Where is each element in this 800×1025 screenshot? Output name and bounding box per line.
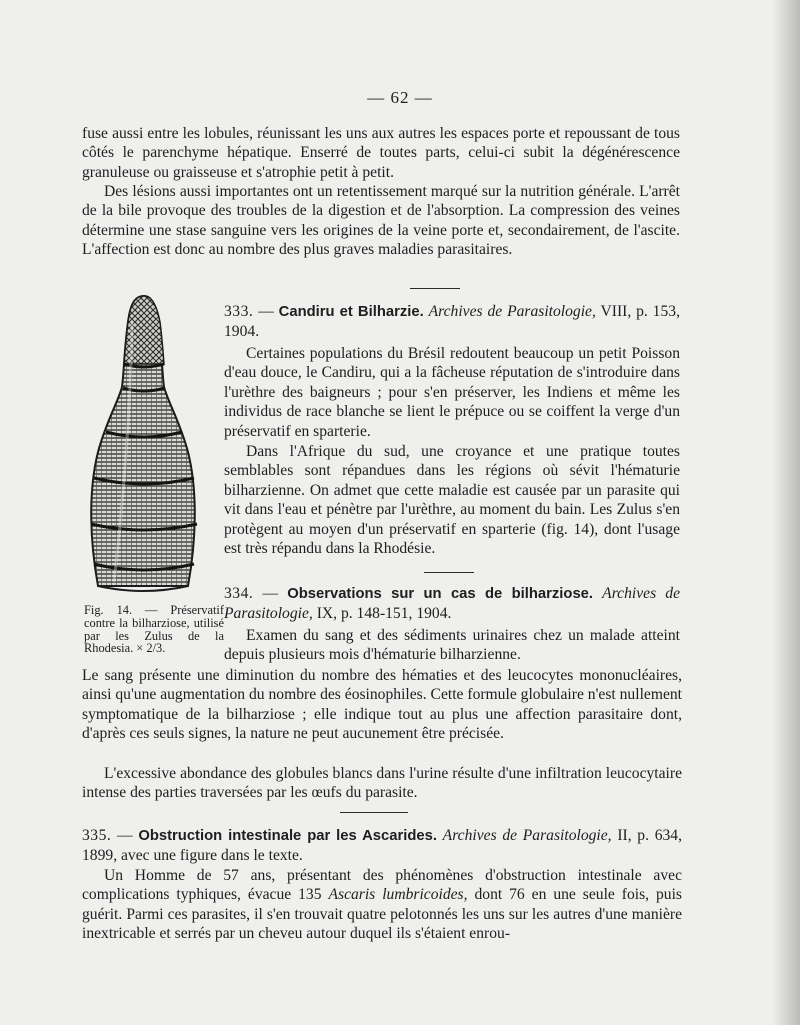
entry-334-paragraph-1-column: Examen du sang et des sédiments urinaires chez un malade atteint depuis plusieurs mois d'hématurie bilharzienne.: [224, 627, 680, 664]
entry-333-number: 333.: [224, 303, 254, 320]
entry-335-title: Obstruction intestinale par les Ascarides.: [138, 828, 437, 844]
entry-334-reference: IX, p. 148-151, 1904.: [316, 605, 452, 623]
entry-335-number: 335.: [82, 827, 112, 844]
entry-335-species: Ascaris lumbricoides,: [328, 886, 468, 904]
entry-335-journal: Archives de Parasitologie,: [442, 827, 612, 844]
entry-333-dash: —: [258, 303, 274, 320]
entry-333-heading: [224, 302, 680, 342]
entry-335-text-b: dont 76 en une seule fois, puis guérit. Parmi ces parasites, il s'en trouvait quatre pelotonnés les uns sur les autres d'une manière inextricable et serrés par un cheveu autour duquel ils s'étaient enrou-: [82, 886, 682, 943]
section-divider: [340, 812, 408, 813]
basket-sheath-illustration: [84, 292, 204, 598]
entry-334-paragraph-2: L'excessive abondance des globules blancs dans l'urine résulte d'une infiltration leucocytaire intense des parties traversées par les œufs du parasite.: [82, 765, 682, 802]
entry-333-paragraph-1: Certaines populations du Brésil redoutent beaucoup un petit Poisson d'eau douce, le Candiru, qui a la fâcheuse réputation de s'introduire dans l'urèthre des baigneurs ; pour s'en préserver, les Indiens et même les individus de race blanche se lient le prépuce ou se coiffent la verge d'un préservatif en sparterie.: [224, 345, 680, 440]
entry-334-heading: [224, 584, 680, 624]
entry-333-title: Candiru et Bilharzie.: [278, 304, 424, 320]
section-divider: [424, 572, 474, 573]
entry-334-title: Observations sur un cas de bilharziose.: [287, 586, 594, 602]
entry-335-paragraph-1: [82, 866, 682, 944]
section-divider: [410, 288, 460, 289]
entry-334-paragraph-1-continued: Le sang présente une diminution du nombre des hématies et des leucocytes mononucléaires, ainsi qu'une augmentation du nombre des éosinophiles. Cette formule globulaire n'est nullement symptomatique de la bilharziose ; elle indique tout au plus une affection parasitaire dont, d'après ces seuls signes, la nature ne peut aucunement être précisée.: [82, 667, 682, 743]
entry-335-reference: II, p. 634, 1899, avec une figure dans le texte.: [82, 827, 683, 865]
intro-paragraph-2: Des lésions aussi importantes ont un retentissement marqué sur la nutrition générale. L'arrêt de la bile provoque des troubles de la digestion et de l'absorption. La compression des veines détermine une stase sanguine vers les origines de la veine porte et, secondairement, de l'ascite. L'affection est donc au nombre des plus graves maladies parasitaires.: [82, 183, 680, 259]
entry-333-journal: Archives de Parasitologie,: [428, 303, 596, 320]
entry-335-dash: —: [117, 827, 133, 844]
intro-paragraph-1: fuse aussi entre les lobules, réunissant les uns aux autres les espaces porte et repoussant de tous côtés le parenchyme hépatique. Enserré de toutes parts, celui-ci subit la dégénérescence granuleuse ou graisseuse et s'atrophie petit à petit.: [82, 125, 680, 181]
entry-334-number: 334.: [224, 585, 254, 602]
figure-caption: Fig. 14. — Préservatif contre la bilharziose, utilisé par les Zulus de la Rhodesia. × 2/3.: [84, 603, 224, 656]
entry-335-text-a: Un Homme de 57 ans, présentant des phénomènes d'obstruction intestinale avec complications typhiques, évacue 135: [82, 867, 682, 904]
page-number: — 62 —: [367, 88, 433, 107]
entry-334-journal: Archives de Parasitologie,: [224, 585, 681, 623]
entry-333-reference: VIII, p. 153, 1904.: [224, 303, 680, 341]
page-edge-shadow: [772, 0, 800, 1025]
entry-333-paragraph-2: Dans l'Afrique du sud, une croyance et une pratique toutes semblables sont répandues dans les régions où sévit l'hématurie bilharzienne. On admet que cette maladie est causée par un parasite qui vit dans l'eau et pénètre par l'urèthre, au moment du bain. Les Zulus s'en protègent au moyen d'un préservatif en sparterie (fig. 14), dont l'usage est très répandu dans la Rhodésie.: [224, 443, 680, 558]
entry-334-dash: —: [262, 585, 279, 602]
entry-335-heading: [82, 826, 682, 866]
